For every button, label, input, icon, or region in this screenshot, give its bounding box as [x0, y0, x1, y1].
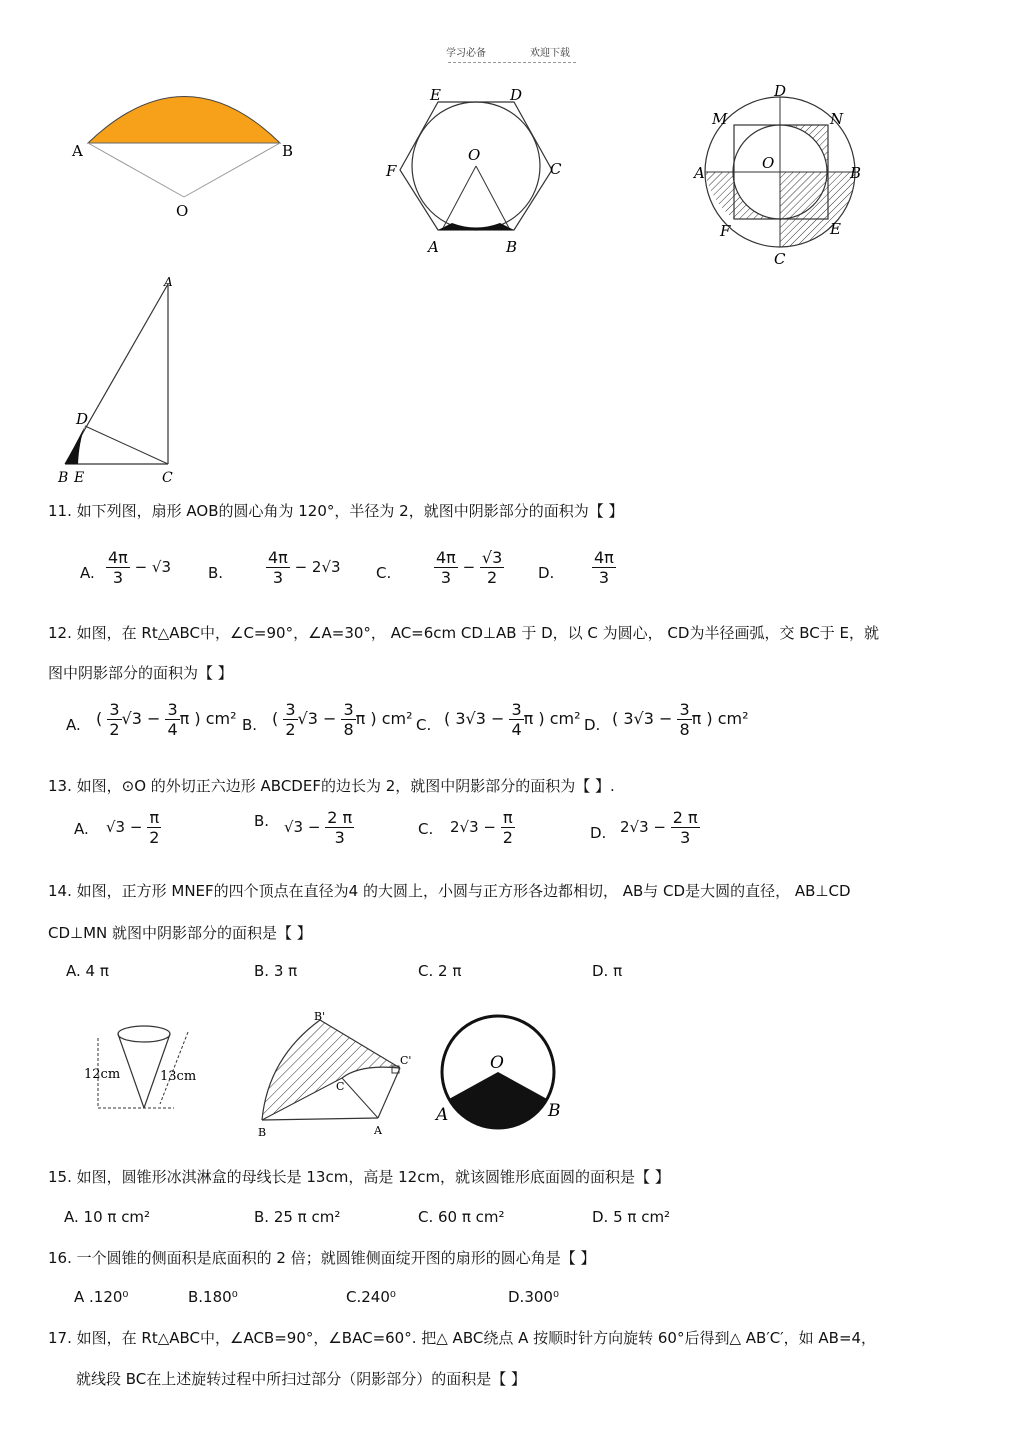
shaded-region — [449, 1072, 547, 1128]
label-c: C — [550, 160, 562, 178]
header-divider — [448, 62, 576, 63]
label-o: O — [468, 146, 481, 164]
label-m: M — [712, 110, 728, 128]
cone-top — [118, 1026, 170, 1042]
question-14-line2: CD⊥MN 就图中阴影部分的面积是【 】 — [48, 924, 312, 942]
question-13-text: 13. 如图，⊙O 的外切正六边形 ABCDEF的边长为 2，就图中阴影部分的面积为【 】. — [48, 777, 615, 795]
option-c: C.240⁰ — [346, 1288, 396, 1306]
option-b: B.180⁰ — [188, 1288, 238, 1306]
figure-circles-square — [690, 84, 880, 269]
question-15-text: 15. 如图，圆锥形冰淇淋盒的母线长是 13cm，高是 12cm，就该圆锥形底面圆的面积是【 】 — [48, 1168, 670, 1186]
option-a: A .120⁰ — [74, 1288, 129, 1306]
label-a: A — [694, 164, 705, 182]
question-11-text: 11. 如下列图，扇形 AOB的圆心角为 120°，半径为 2，就图中阴影部分的面积为【 】 — [48, 502, 624, 520]
label-b-prime: B' — [314, 1010, 326, 1023]
label-e: E — [74, 470, 85, 486]
label-a: A — [72, 142, 83, 160]
option-c-label: C. — [416, 716, 432, 734]
option-b-label: B. — [242, 716, 258, 734]
option-b-label: B. — [208, 564, 224, 582]
header-left: 学习必备 — [446, 48, 486, 59]
figure-right-triangle — [50, 272, 190, 487]
label-f: F — [386, 162, 397, 180]
radius-ob — [184, 143, 280, 197]
figure-rotation-sweep — [250, 1008, 420, 1140]
label-o: O — [490, 1053, 504, 1073]
option-c-label: C. — [376, 564, 392, 582]
label-b: B — [506, 238, 518, 256]
cone-left-side — [118, 1034, 144, 1108]
side-c1a — [378, 1068, 400, 1118]
question-12-options: A. ( $\frac{3}{2}$ √3 − $\frac{3}{4}$ π ) cm² B. ( $\frac{3}{2}$ √3 − $\frac{3}{8}$ π ) cm² C. ( 3√3 − $\frac{3}{4}$ π ) cm² D. ( 3√3 − $\frac{3}{8}$ π ) cm² — [66, 700, 749, 740]
question-17-line1: 17. 如图，在 Rt△ABC中，∠ACB=90°，∠BAC=60°. 把△ ABC绕点 A 按顺时针方向旋转 60°后得到△ AB′C′，如 AB=4， — [48, 1329, 877, 1347]
label-o: O — [176, 202, 189, 220]
option-d: D. 5 π cm² — [592, 1208, 671, 1226]
unit: cm² — [205, 709, 237, 729]
option-d-label: D. — [584, 716, 601, 734]
option-a-label: A. — [74, 820, 89, 838]
label-c: C — [162, 470, 173, 486]
radius-oa — [443, 166, 476, 228]
label-e: E — [830, 220, 841, 238]
label-b: B — [850, 164, 862, 182]
label-n: N — [830, 110, 844, 128]
label-a: A — [436, 1105, 449, 1125]
label-b: B — [548, 1101, 561, 1121]
label-o: O — [762, 154, 775, 172]
label-f: F — [720, 222, 731, 240]
question-11-options: A. $\frac{4\pi}{3}$ − √3 B. $\frac{4\pi}{3}$ − 2√3 C. $\frac{4\pi}{3}$ − $\frac{√3}{2}$ D. $\frac{4\pi}{3}$ — [80, 548, 614, 588]
label-d: D — [774, 84, 787, 100]
label-a: A — [374, 1124, 382, 1137]
label-c-prime: C' — [400, 1054, 412, 1067]
question-12-line1: 12. 如图，在 Rt△ABC中，∠C=90°，∠A=30°， AC=6cm CD⊥AB 于 D，以 C 为圆心， CD为半径画弧，交 BC于 E，就 — [48, 624, 879, 642]
option-c: C. 2 π — [418, 962, 462, 980]
label-c: C — [774, 250, 786, 268]
segment-cd — [85, 426, 168, 464]
label-b: B — [58, 470, 69, 486]
label-e: E — [430, 86, 441, 104]
option-d: D. π — [592, 962, 623, 980]
unit: cm² — [717, 709, 749, 729]
label-d: D — [76, 410, 89, 428]
side-ab — [262, 1118, 378, 1120]
figure-sector-aob — [60, 80, 310, 230]
side-ca — [342, 1078, 378, 1118]
label-b: B — [282, 142, 294, 160]
option-d-label: D. — [538, 564, 555, 582]
option-a: A. 10 π cm² — [64, 1208, 151, 1226]
label-a: A — [428, 238, 439, 256]
figure-cone — [84, 1022, 214, 1117]
slant-marker — [160, 1032, 188, 1104]
option-a-label: A. — [66, 716, 81, 734]
hatched-region-sw — [733, 172, 780, 219]
option-b: B. 25 π cm² — [254, 1208, 341, 1226]
figure-hexagon-circle — [380, 80, 570, 260]
question-12-line2: 图中阴影部分的面积为【 】 — [48, 664, 233, 682]
option-b-label: B. — [254, 812, 270, 830]
option-a-label: A. — [80, 564, 95, 582]
option-b: B. 3 π — [254, 962, 298, 980]
radius-ob — [476, 166, 509, 228]
question-13-options: A. √3 − $\frac{\pi}{2}$ B. √3 − $\frac{2 \pi}{3}$ C. 2√3 − $\frac{\pi}{2}$ D. 2√3 − $\frac{2 \pi}{3}$ — [74, 808, 698, 848]
unit: cm² — [549, 709, 581, 729]
label-b: B — [258, 1126, 267, 1139]
slant-label: 13cm — [160, 1069, 197, 1084]
option-a: A. 4 π — [66, 962, 109, 980]
label-a: A — [164, 275, 173, 289]
figure-circle-segment — [430, 1010, 570, 1140]
option-d: D.300⁰ — [508, 1288, 559, 1306]
option-d-label: D. — [590, 824, 607, 842]
option-c: C. 60 π cm² — [418, 1208, 505, 1226]
height-label: 12cm — [84, 1067, 121, 1082]
question-14-line1: 14. 如图，正方形 MNEF的四个顶点在直径为4 的大圆上，小圆与正方形各边都相切， AB与 CD是大圆的直径， AB⊥CD — [48, 882, 851, 900]
shaded-segment — [88, 97, 280, 144]
question-16-text: 16. 一个圆锥的侧面积是底面积的 2 倍；就圆锥侧面绽开图的扇形的圆心角是【 】 — [48, 1249, 596, 1267]
option-c-label: C. — [418, 820, 434, 838]
unit: cm² — [381, 709, 413, 729]
label-d: D — [510, 86, 523, 104]
radius-oa — [88, 143, 184, 197]
header-right: 欢迎下载 — [530, 48, 570, 59]
question-17-line2: 就线段 BC在上述旋转过程中所扫过部分（阴影部分）的面积是【 】 — [76, 1370, 527, 1388]
label-c: C — [336, 1080, 345, 1093]
swept-region — [262, 1020, 400, 1120]
